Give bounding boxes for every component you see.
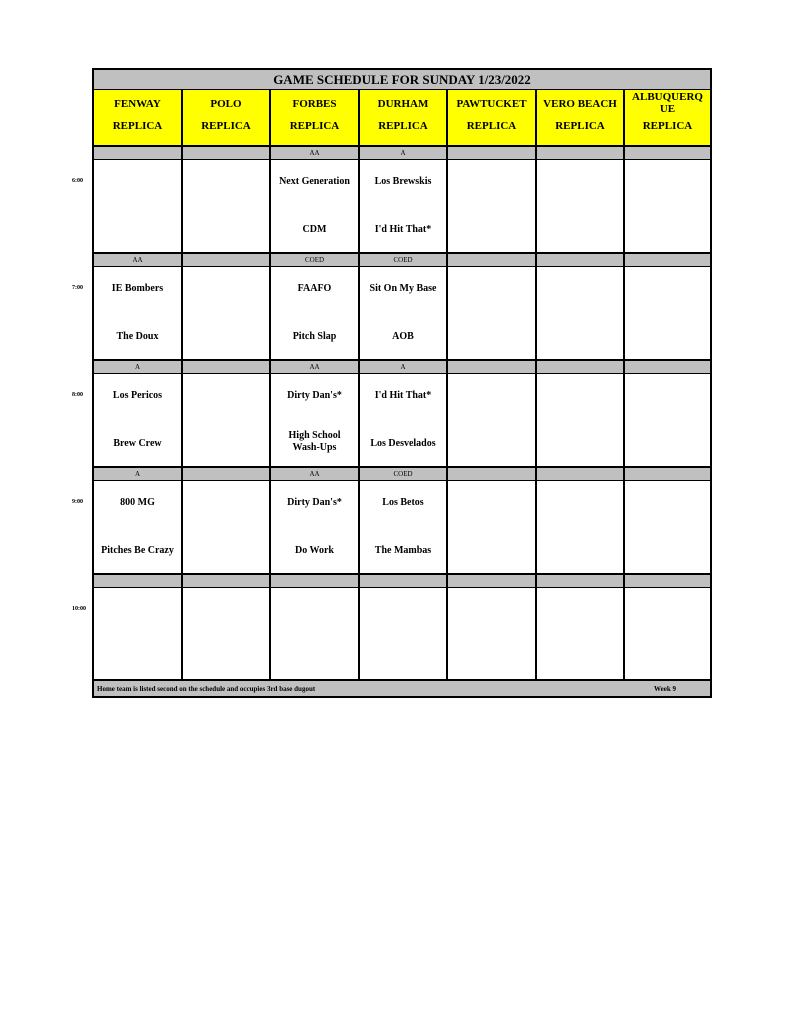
game-cell xyxy=(94,588,183,680)
field-header-row xyxy=(94,90,710,145)
schedule-title: GAME SCHEDULE FOR SUNDAY 1/23/2022 xyxy=(94,70,710,90)
game-cell xyxy=(360,481,448,573)
field-name: PAWTUCKET xyxy=(456,98,527,110)
field-header-polo xyxy=(183,90,271,145)
division-label xyxy=(360,575,448,587)
home-team: Los Desvelados xyxy=(370,438,436,449)
division-label xyxy=(448,254,537,266)
game-cell xyxy=(360,160,448,252)
division-label xyxy=(537,361,625,373)
division-label xyxy=(625,361,710,373)
schedule-footer xyxy=(94,679,710,696)
field-name: VERO BEACH xyxy=(543,98,617,110)
division-label: AA xyxy=(271,468,360,480)
field-name: FORBES xyxy=(292,98,337,110)
field-header-albuquerque xyxy=(625,90,710,145)
game-cell xyxy=(360,374,448,466)
division-label xyxy=(537,147,625,159)
division-label xyxy=(537,575,625,587)
field-name: FENWAY xyxy=(114,98,161,110)
game-cell xyxy=(271,374,360,466)
home-team: Pitch Slap xyxy=(292,331,337,342)
time-slot-row xyxy=(94,160,710,252)
time-label: 8:00 xyxy=(72,392,83,398)
home-team: The Mambas xyxy=(374,545,432,556)
division-label xyxy=(183,361,271,373)
division-band xyxy=(94,573,710,588)
game-cell xyxy=(183,374,271,466)
game-cell xyxy=(94,160,183,252)
game-cell xyxy=(94,374,183,466)
division-band xyxy=(94,359,710,374)
week-label: Week 9 xyxy=(654,685,676,693)
game-cell xyxy=(448,267,537,359)
game-cell xyxy=(537,374,625,466)
game-cell xyxy=(448,588,537,680)
home-team: I'd Hit That* xyxy=(374,224,432,235)
division-label xyxy=(448,147,537,159)
field-subtitle: REPLICA xyxy=(289,120,340,132)
home-team: High School Wash-Ups xyxy=(288,430,341,453)
game-cell xyxy=(537,588,625,680)
field-subtitle: REPLICA xyxy=(642,120,693,132)
home-team: AOB xyxy=(392,331,414,342)
division-label xyxy=(625,147,710,159)
division-label xyxy=(448,575,537,587)
time-label: 6:00 xyxy=(72,178,83,184)
division-label: COED xyxy=(360,468,448,480)
division-label xyxy=(183,575,271,587)
field-subtitle: REPLICA xyxy=(112,120,163,132)
division-label: A xyxy=(94,468,183,480)
division-label: COED xyxy=(360,254,448,266)
division-label: A xyxy=(94,361,183,373)
schedule-sheet xyxy=(92,68,712,698)
division-label xyxy=(537,254,625,266)
game-cell xyxy=(271,588,360,680)
division-label: AA xyxy=(271,361,360,373)
game-cell xyxy=(271,481,360,573)
away-team: Los Brewskis xyxy=(374,176,432,187)
home-team: Do Work xyxy=(295,545,334,556)
game-cell xyxy=(183,267,271,359)
division-label xyxy=(537,468,625,480)
game-cell xyxy=(448,481,537,573)
away-team: Next Generation xyxy=(279,176,350,187)
game-cell xyxy=(271,160,360,252)
game-cell xyxy=(537,481,625,573)
division-label: A xyxy=(360,147,448,159)
time-slot-row xyxy=(94,481,710,573)
division-label: AA xyxy=(94,254,183,266)
field-header-durham xyxy=(360,90,448,145)
game-cell xyxy=(360,267,448,359)
division-label xyxy=(183,147,271,159)
division-label: A xyxy=(360,361,448,373)
division-label: COED xyxy=(271,254,360,266)
division-band xyxy=(94,466,710,481)
division-label xyxy=(448,361,537,373)
field-subtitle: REPLICA xyxy=(466,120,517,132)
division-label: AA xyxy=(271,147,360,159)
field-subtitle: REPLICA xyxy=(555,120,605,132)
game-cell xyxy=(625,481,710,573)
away-team: FAAFO xyxy=(297,283,332,294)
field-header-pawtucket xyxy=(448,90,537,145)
time-label: 10:00 xyxy=(72,606,86,612)
field-header-fenway xyxy=(94,90,183,145)
field-name: POLO xyxy=(210,98,242,110)
game-cell xyxy=(537,267,625,359)
field-subtitle: REPLICA xyxy=(378,120,428,132)
game-cell xyxy=(183,481,271,573)
away-team: Los Pericos xyxy=(112,390,163,401)
division-label xyxy=(183,468,271,480)
division-label xyxy=(271,575,360,587)
away-team: Los Betos xyxy=(382,497,424,508)
game-cell xyxy=(183,160,271,252)
away-team: Dirty Dan's* xyxy=(287,390,342,401)
time-slot-row xyxy=(94,267,710,359)
game-cell xyxy=(625,588,710,680)
game-cell xyxy=(448,160,537,252)
time-slot-row xyxy=(94,588,710,680)
game-cell xyxy=(625,267,710,359)
division-label xyxy=(94,147,183,159)
away-team: 800 MG xyxy=(120,497,155,508)
game-cell xyxy=(183,588,271,680)
field-name: ALBUQUERQUE xyxy=(632,91,703,115)
home-team: The Doux xyxy=(116,331,159,342)
division-label xyxy=(625,468,710,480)
away-team: Sit On My Base xyxy=(369,283,437,294)
home-team: CDM xyxy=(302,224,327,235)
division-band xyxy=(94,252,710,267)
away-team: Dirty Dan's* xyxy=(287,497,342,508)
field-header-vero-beach xyxy=(537,90,625,145)
division-label xyxy=(448,468,537,480)
division-label xyxy=(625,254,710,266)
time-label: 7:00 xyxy=(72,285,83,291)
division-label xyxy=(94,575,183,587)
game-cell xyxy=(625,160,710,252)
home-team-note: Home team is listed second on the schedule and occupies 3rd base dugout xyxy=(97,685,316,693)
division-label xyxy=(183,254,271,266)
division-label xyxy=(625,575,710,587)
game-cell xyxy=(448,374,537,466)
field-header-forbes xyxy=(271,90,360,145)
field-name: DURHAM xyxy=(377,98,429,110)
time-slot-row xyxy=(94,374,710,466)
game-cell xyxy=(271,267,360,359)
home-team: Brew Crew xyxy=(113,438,162,449)
field-subtitle: REPLICA xyxy=(201,120,251,132)
away-team: I'd Hit That* xyxy=(374,390,432,401)
division-band xyxy=(94,145,710,160)
away-team: IE Bombers xyxy=(111,283,164,294)
game-cell xyxy=(537,160,625,252)
time-label: 9:00 xyxy=(72,499,83,505)
home-team: Pitches Be Crazy xyxy=(101,545,174,556)
game-cell xyxy=(360,588,448,680)
game-cell xyxy=(94,267,183,359)
game-cell xyxy=(94,481,183,573)
game-cell xyxy=(625,374,710,466)
